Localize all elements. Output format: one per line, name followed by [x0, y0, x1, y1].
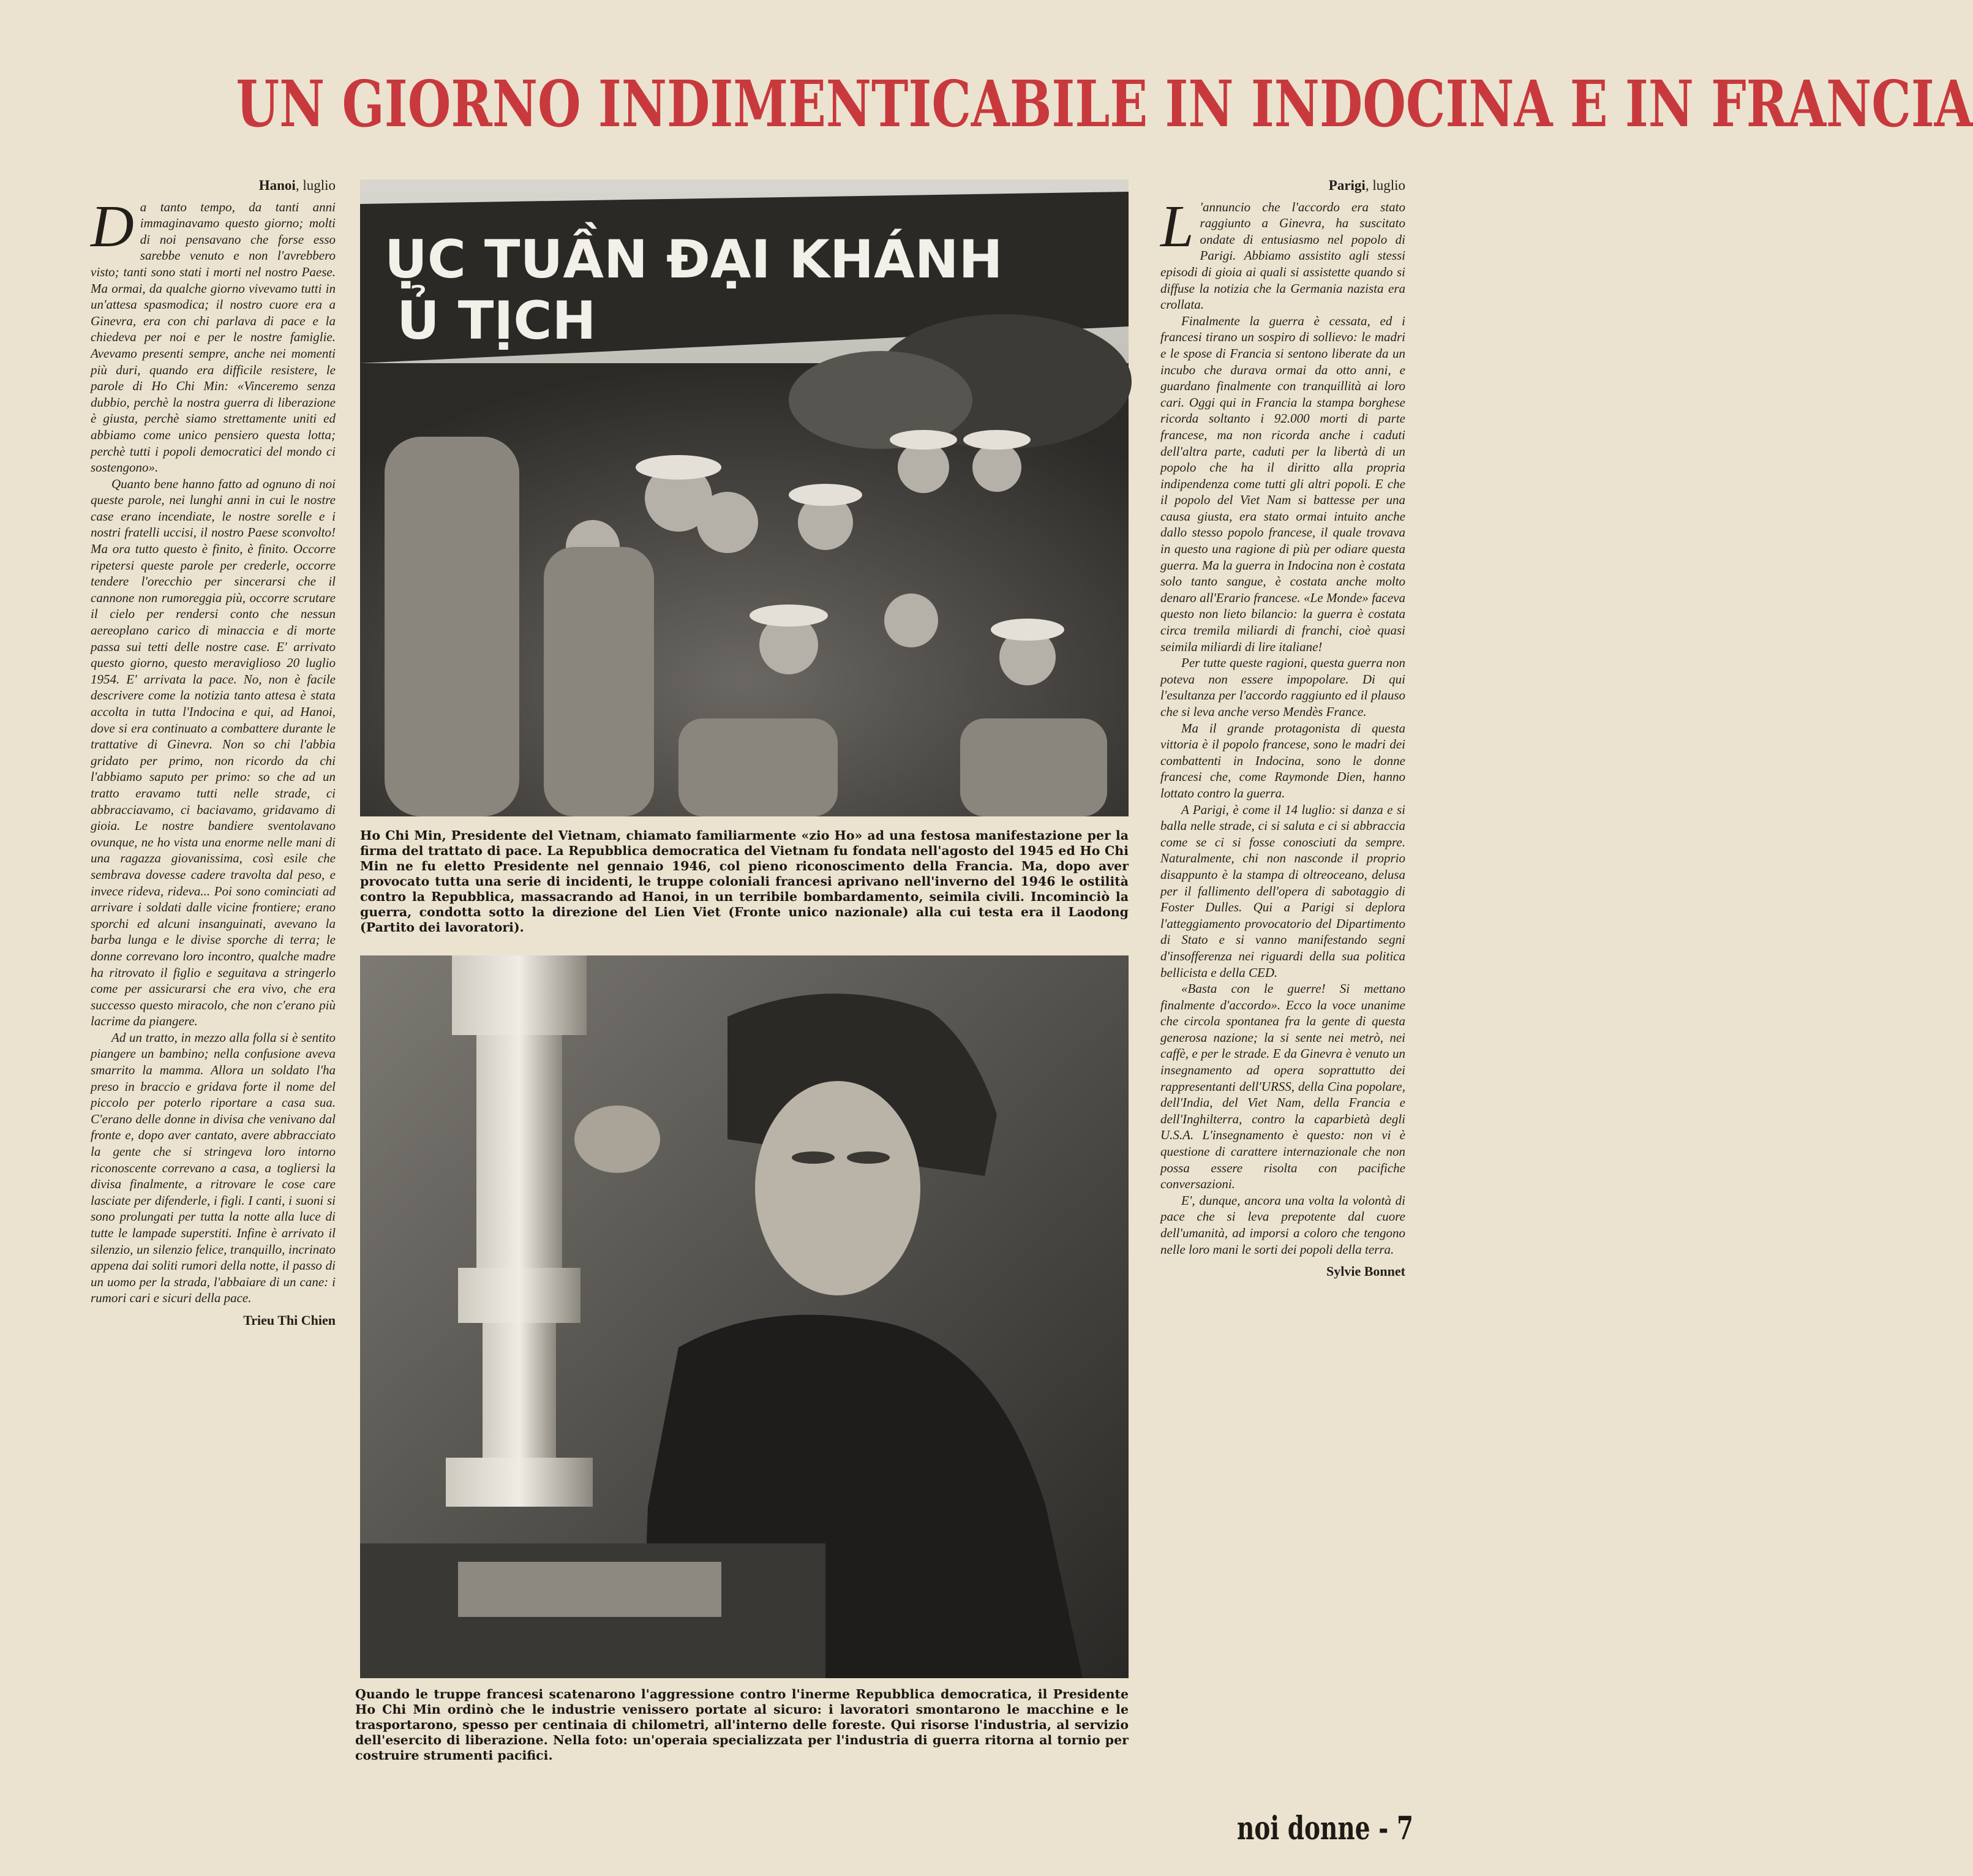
- article-paragraph: Finalmente la guerra è cessata, ed i francesi tirano un sospiro di sollievo: le madri e le spose di Francia si sentono liberate da un incubo che durava ormai da otto anni, e guardano finalmente con tranquillità ai loro cari. Oggi qui in Francia la stampa borghese ricorda soltanto i 92.000 morti di parte francese, ma non ricorda anche i caduti dell'altra parte, caduti per la libertà di un popolo che ha il diritto alla propria indipendenza come tutti gli altri popoli. E che il popolo del Viet Nam si battesse per una causa giusta, era stato ormai intuito anche dallo stesso popolo francese, il quale trovava in questo una ragione di più per odiare questa guerra. Ma la guerra in Indocina non è costata solo tanto sangue, è costata anche molto denaro all'Erario francese. «Le Monde» faceva questo non lieto bilancio: la guerra è costata circa tremila miliardi di franchi, cioè quasi seimila miliardi di lire italiane!: [1160, 313, 1405, 654]
- banner-text-line2: Ủ TỊCH: [397, 290, 596, 352]
- dateline-hanoi: [91, 178, 336, 194]
- photo-caption-2: Quando le truppe francesi scatenarono l'aggressione contro l'inerme Repubblica democratica, il Presidente Ho Chi Min ordinò che le industrie venissero portate al sicuro: i lavoratori smontarono le macchine e le trasportarono, spesso per centinaia di chilometri, all'interno delle foreste. Qui risorse l'industria, al servizio dell'esercito di liberazione. Nella foto: un'operaia specializzata per l'industria di guerra ritorna al tornio per costruire strumenti pacifici.: [355, 1687, 1129, 1763]
- dateline-date: , luglio: [295, 178, 336, 193]
- article-paragraph: A Parigi, è come il 14 luglio: si danza e si balla nelle strade, ci si saluta e ci si abbraccia come se ci si fosse conosciuti da sempre. Naturalmente, chi non nasconde il proprio disappunto è la stampa di oltreoceano, delusa per il fallimento dell'opera di sabotaggio di Foster Dulles. Qui a Parigi si deplora l'atteggiamento provocatorio del Dipartimento di Stato e si vanno manifestando segni d'insofferenza nei riguardi della sua politica bellicista e della CED.: [1160, 802, 1405, 980]
- article-paragraph: Per tutte queste ragioni, questa guerra non poteva non essere impopolare. Di qui l'esultanza per l'accordo raggiunto ed il plauso che si leva anche verso Mendès France.: [1160, 655, 1405, 719]
- photo-caption-1: Ho Chi Min, Presidente del Vietnam, chiamato familiarmente «zio Ho» ad una festosa manifestazione per la firma del trattato di pace. La Repubblica democratica del Vietnam fu fondata nell'agosto del 1945 ed Ho Chi Min ne fu eletto Presidente nel gennaio 1946, col pieno riconoscimento della Francia. Ma, dopo aver provocato tutta una serie di incidenti, le truppe coloniali francesi aprivano nell'inverno del 1946 le ostilità contro la Repubblica, massacrando ad Hanoi, in un terribile bombardamento, seimila civili. Incominciò la guerra, condotta sotto la direzione del Lien Viet (Fronte unico nazionale) alla cui testa era il Laodong (Partito dei lavoratori).: [360, 828, 1129, 935]
- drop-cap: L: [1160, 193, 1194, 260]
- dateline-parigi: [1160, 178, 1405, 194]
- dateline-place: Parigi: [1328, 178, 1366, 193]
- page-footer: noi donne - 7: [1236, 1810, 1413, 1847]
- photo-celebration-image: [360, 179, 1129, 816]
- dateline-date: , luglio: [1365, 178, 1405, 193]
- article-paragraph: «Basta con le guerre! Si mettano finalmente d'accordo». Ecco la voce unanime che circola spontanea fra la gente di questa generosa nazione; la si sente nei metrò, nei caffè, e per le strade. E da Ginevra è venuto un insegnamento ad opera soprattutto dei rappresentanti dell'URSS, della Cina popolare, dell'India, del Viet Nam, della Francia e dell'Inghilterra, contro la caparbietà degli U.S.A. L'insegnamento è questo: non vi è questione di carattere internazionale che non possa essere risolta con pacifiche conversazioni.: [1160, 981, 1405, 1192]
- headline: UN GIORNO INDIMENTICABILE IN INDOCINA E IN FRANCIA: [236, 66, 1973, 141]
- article-paragraph: Ma il grande protagonista di questa vittoria è il popolo francese, sono le madri dei combattenti in Indocina, sono le donne francesi che, come Raymonde Dien, hanno lottato contro la guerra.: [1160, 720, 1405, 801]
- article-hanoi: [91, 178, 336, 1758]
- paragraph-text: 'annuncio che l'accordo era stato raggiunto a Ginevra, ha suscitato ondate di entusiasmo nel popolo di Parigi. Abbiamo assistito agli stessi episodi di gioia ai quali si assistette quando si diffuse la notizia che la Germania nazista era crollata.: [1160, 199, 1405, 312]
- article-paragraph: [1160, 193, 1405, 313]
- article-paragraph: E', dunque, ancora una volta la volontà di pace che si leva prepotente dal cuore dell'umanità, ad imporsi a coloro che tengono nelle loro mani le sorti dei popoli della terra.: [1160, 1192, 1405, 1257]
- photo-ho-chi-min-celebration: [360, 179, 1129, 816]
- banner-text-line1: ỤC TUẦN ĐẠI KHÁNH: [385, 229, 1003, 290]
- article-paragraph: [91, 193, 336, 476]
- photo-worker-image: [360, 955, 1129, 1678]
- article-parigi: [1160, 178, 1405, 1758]
- article-paragraph: Ad un tratto, in mezzo alla folla si è sentito piangere un bambino; nella confusione aveva smarrito la mamma. Allora un soldato l'ha preso in braccio e gridava forte il nome del piccolo per poterlo riportare a casa sua. C'erano delle donne in divisa che venivano dal fronte e, dopo aver cantato, avere abbracciato la gente che si stringeva loro intorno riconoscente correvano a casa, a togliersi la divisa finalmente, a ritrovare le cose care lasciate per difenderle, i figli. I canti, i suoni si sono prolungati per tutta la notte alla luce di tutte le lampade superstiti. Infine è arrivato il silenzio, un silenzio felice, tranquillo, incrinato appena dai soliti rumori della notte, il passo di un uomo per la strada, l'abbaiare di un cane: i rumori cari e sicuri della pace.: [91, 1030, 336, 1306]
- paragraph-text: a tanto tempo, da tanti anni immaginavamo questo giorno; molti di noi pensavano che forse esso sarebbe venuto e non l'avrebbero visto; tanti sono stati i morti nel nostro Paese. Ma ormai, da qualche giorno vivevamo tutti in un'attesa spasmodica; il nostro cuore era a Ginevra, era con chi parlava di pace e la chiedeva per noi e per le nostre famiglie. Avevamo presenti sempre, anche nei momenti più duri, quando era difficile resistere, le parole di Ho Chi Min: «Vinceremo senza dubbio, perchè la nostra guerra di liberazione è giusta, perchè siamo strettamente uniti ed abbiamo come unico pensiero questa lotta; perchè tutti i popoli democratici del mondo ci sostengono».: [91, 199, 336, 475]
- drop-cap: D: [91, 193, 134, 260]
- article-paragraph: Quanto bene hanno fatto ad ognuno di noi queste parole, nei lunghi anni in cui le nostre case erano incendiate, le nostre sorelle e i nostri fratelli uccisi, il nostro Paese sconvolto! Ma ora tutto questo è finito, è finito. Occorre ripetersi queste parole per crederle, occorre tendere l'orecchio per sincerarsi che il cannone non rumoreggia più, occorre scrutare il cielo per rendersi conto che nessun aereoplano carico di minaccia e di morte passa sui tetti delle nostre case. E' arrivato questo giorno, questo meraviglioso 20 luglio 1954. E' arrivata la pace. No, non è facile descrivere come la notizia tanto attesa è stata accolta in tutta l'Indocina e qui, ad Hanoi, dove si era continuato a combattere durante le trattative di Ginevra. Non so chi l'abbia gridato per primo, non ricordo da chi l'abbiamo saputo per primo: so che ad un tratto eravamo tutti nelle strade, ci abbracciavamo, ci baciavamo, gridavamo di gioia. Le nostre bandiere sventolavano ovunque, ne ho vista una enorme nelle mani di una ragazza giovanissima, così esile che sembrava dovesse cadere travolta dal peso, e invece rideva, rideva... Poi sono cominciati ad arrivare i soldati dalle vicine frontiere; erano sporchi ed alcuni insanguinati, avevano la barba lunga e le divise sporche di terra; le donne correvano loro incontro, qualche madre ha ritrovato il figlio e seguitava a stringerlo come per assicurarsi che era vivo, che era successo questo miracolo, che non c'erano più lacrime da piangere.: [91, 476, 336, 1029]
- dateline-place: Hanoi: [258, 178, 296, 193]
- photo-woman-lathe: [360, 955, 1129, 1678]
- author-signature: Trieu Thi Chien: [243, 1312, 336, 1328]
- author-signature: Sylvie Bonnet: [1326, 1264, 1405, 1279]
